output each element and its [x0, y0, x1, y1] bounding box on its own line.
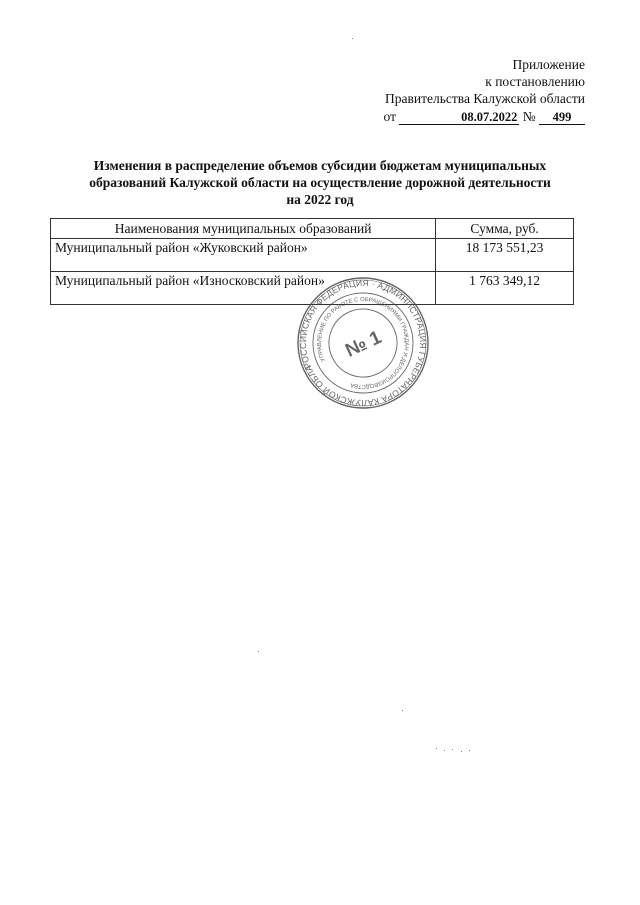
column-header-amount: Сумма, руб. [436, 219, 574, 239]
official-seal [296, 276, 430, 410]
document-number: 499 [539, 110, 585, 125]
title-line-2: образований Калужской области на осуществление дорожной деятельности [89, 175, 551, 190]
document-title [70, 157, 570, 208]
appendix-block [384, 56, 586, 125]
scan-speck [436, 748, 437, 749]
scan-speck [402, 710, 403, 711]
column-header-name: Наименования муниципальных образований [51, 219, 436, 239]
from-label: от [383, 109, 396, 124]
document-reference [384, 108, 586, 125]
document-date: 08.07.2022 [399, 110, 519, 125]
appendix-government: Правительства Калужской области [384, 91, 585, 106]
table-header-row [51, 219, 574, 239]
scan-speck [452, 749, 453, 750]
municipality-name: Муниципальный район «Жуковский район» [51, 239, 436, 272]
subsidy-amount: 18 173 551,23 [436, 239, 574, 272]
table-row [51, 239, 574, 272]
seal-center-number: № 1 [342, 327, 385, 362]
scan-speck [461, 751, 462, 752]
scan-speck [352, 38, 353, 39]
municipality-name: Муниципальный район «Износковский район» [51, 272, 436, 305]
scan-speck [258, 651, 259, 652]
appendix-heading: Приложение [512, 57, 585, 72]
title-line-3: на 2022 год [286, 192, 354, 207]
number-label: № [522, 109, 536, 124]
seal-inner-text: УПРАВЛЕНИЕ ПО РАБОТЕ С ОБРАЩЕНИЯМИ ГРАЖДАН И ДЕЛОПРОИЗВОДСТВА [316, 296, 410, 390]
title-line-1: Изменения в распределение объемов субсидии бюджетам муниципальных [93, 158, 547, 173]
subsidy-amount: 1 763 349,12 [436, 272, 574, 305]
appendix-resolution: к постановлению [485, 74, 585, 89]
scan-speck [469, 750, 470, 751]
seal-outer-text: РОССИЙСКАЯ ФЕДЕРАЦИЯ · АДМИНИСТРАЦИЯ ГУБЕРНАТОРА КАЛУЖСКОЙ ОБЛАСТИ [297, 277, 429, 409]
scan-speck [444, 750, 445, 751]
